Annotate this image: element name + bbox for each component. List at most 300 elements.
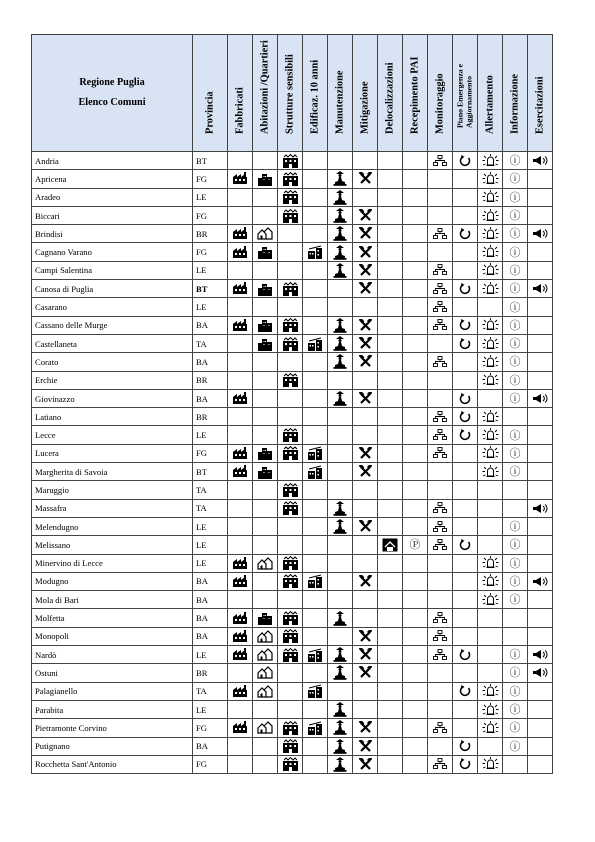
icon-cell <box>253 591 278 609</box>
comuni-table <box>31 34 553 774</box>
icon-cell <box>428 152 453 170</box>
tools-icon <box>353 337 377 350</box>
comune-name: Melissano <box>32 536 193 554</box>
factory-icon <box>228 172 252 185</box>
icon-cell <box>378 353 403 371</box>
icon-cell <box>228 554 253 572</box>
houses-icon <box>253 630 277 643</box>
icon-cell <box>253 499 278 517</box>
icon-cell <box>428 737 453 755</box>
icon-cell <box>453 755 478 773</box>
icon-cell <box>453 499 478 517</box>
icon-cell <box>303 682 328 700</box>
icon-cell <box>478 408 503 426</box>
icon-cell <box>478 389 503 407</box>
information-icon: ⓘ <box>509 520 521 534</box>
icon-cell <box>328 755 353 773</box>
information-icon: ⓘ <box>509 282 521 296</box>
provincia-code: BT <box>193 280 228 298</box>
icon-cell <box>378 627 403 645</box>
icon-cell <box>478 152 503 170</box>
alarm-bell-icon <box>478 154 502 168</box>
icon-cell <box>353 719 378 737</box>
icon-cell <box>478 280 503 298</box>
icon-cell <box>353 243 378 261</box>
icon-cell <box>428 481 453 499</box>
icon-cell <box>253 426 278 444</box>
sensitive-building-icon <box>278 483 302 497</box>
icon-cell <box>378 499 403 517</box>
icon-cell <box>378 170 403 188</box>
table-row <box>32 316 553 334</box>
icon-cell <box>278 261 303 279</box>
icon-cell <box>453 700 478 718</box>
icon-cell <box>278 334 303 352</box>
provincia-code: LE <box>193 536 228 554</box>
city-icon <box>253 611 277 625</box>
monitoring-network-icon <box>428 630 452 642</box>
icon-cell <box>278 389 303 407</box>
alarm-bell-icon <box>478 684 502 698</box>
icon-cell <box>328 737 353 755</box>
maintenance-worker-icon <box>328 245 352 260</box>
information-icon: ⓘ <box>509 648 521 662</box>
icon-cell <box>503 554 528 572</box>
emergency-plan-update-icon <box>453 283 477 295</box>
alarm-bell-icon <box>478 318 502 332</box>
icon-cell <box>428 609 453 627</box>
icon-cell <box>378 206 403 224</box>
factory-icon <box>228 246 252 259</box>
megaphone-icon <box>528 667 552 678</box>
icon-cell <box>378 188 403 206</box>
icon-cell <box>428 755 453 773</box>
icon-cell <box>453 280 478 298</box>
icon-cell <box>303 371 328 389</box>
icon-cell <box>253 371 278 389</box>
icon-cell <box>428 536 453 554</box>
maintenance-worker-icon <box>328 720 352 735</box>
information-icon: ⓘ <box>509 721 521 735</box>
icon-cell <box>403 316 428 334</box>
icon-cell <box>303 170 328 188</box>
icon-cell <box>253 389 278 407</box>
sensitive-building-icon <box>278 574 302 588</box>
icon-cell <box>353 755 378 773</box>
icon-cell <box>503 188 528 206</box>
comune-name: Erchie <box>32 371 193 389</box>
icon-cell <box>328 664 353 682</box>
table-row <box>32 334 553 352</box>
icon-cell <box>478 737 503 755</box>
icon-cell <box>353 371 378 389</box>
provincia-code: LE <box>193 298 228 316</box>
icon-cell <box>503 499 528 517</box>
icon-cell <box>278 152 303 170</box>
icon-cell <box>278 280 303 298</box>
comune-name: Mola di Bari <box>32 591 193 609</box>
icon-cell <box>403 463 428 481</box>
monitoring-network-icon <box>428 612 452 624</box>
icon-cell <box>528 646 553 664</box>
icon-cell <box>278 225 303 243</box>
icon-cell <box>378 261 403 279</box>
icon-cell <box>278 298 303 316</box>
comune-name: Massafra <box>32 499 193 517</box>
icon-cell <box>503 591 528 609</box>
icon-cell <box>278 682 303 700</box>
icon-cell <box>378 408 403 426</box>
tools-icon <box>353 355 377 368</box>
tools-icon <box>353 447 377 460</box>
provincia-code: BA <box>193 737 228 755</box>
icon-cell <box>428 408 453 426</box>
table-row <box>32 517 553 535</box>
provincia-code: LE <box>193 261 228 279</box>
icon-cell <box>528 664 553 682</box>
comune-name: Castellaneta <box>32 334 193 352</box>
col-header-fabbricati: Fabbricati <box>228 35 253 152</box>
provincia-code: BA <box>193 609 228 627</box>
monitoring-network-icon <box>428 283 452 295</box>
maintenance-worker-icon <box>328 665 352 680</box>
provincia-code: FG <box>193 444 228 462</box>
icon-cell <box>303 280 328 298</box>
icon-cell <box>453 591 478 609</box>
table-row <box>32 206 553 224</box>
col-header-piano: Piano Emergenza e Aggiornamento <box>453 35 478 152</box>
icon-cell <box>278 609 303 627</box>
icon-cell <box>228 700 253 718</box>
comune-name: Lecce <box>32 426 193 444</box>
provincia-code: FG <box>193 170 228 188</box>
table-row <box>32 444 553 462</box>
emergency-plan-update-icon <box>453 429 477 441</box>
icon-cell <box>428 682 453 700</box>
construction-icon <box>303 446 327 460</box>
megaphone-icon <box>528 155 552 166</box>
icon-cell <box>403 206 428 224</box>
icon-cell <box>303 206 328 224</box>
icon-cell <box>253 316 278 334</box>
provincia-code: FG <box>193 243 228 261</box>
icon-cell <box>453 627 478 645</box>
icon-cell <box>353 389 378 407</box>
icon-cell <box>528 755 553 773</box>
icon-cell <box>528 408 553 426</box>
icon-cell <box>278 719 303 737</box>
icon-cell <box>403 261 428 279</box>
alarm-bell-icon <box>478 263 502 277</box>
alarm-bell-icon <box>478 703 502 717</box>
icon-cell <box>228 627 253 645</box>
icon-cell <box>528 371 553 389</box>
icon-cell <box>228 353 253 371</box>
comune-name: Brindisi <box>32 225 193 243</box>
icon-cell <box>228 609 253 627</box>
emergency-plan-update-icon <box>453 758 477 770</box>
icon-cell <box>428 499 453 517</box>
icon-cell <box>353 188 378 206</box>
icon-cell <box>303 334 328 352</box>
icon-cell <box>403 371 428 389</box>
icon-cell <box>503 682 528 700</box>
icon-cell <box>228 572 253 590</box>
monitoring-network-icon <box>428 502 452 514</box>
table-row <box>32 389 553 407</box>
icon-cell <box>253 261 278 279</box>
icon-cell <box>453 609 478 627</box>
icon-cell <box>478 646 503 664</box>
icon-cell <box>528 700 553 718</box>
icon-cell <box>378 682 403 700</box>
icon-cell <box>428 280 453 298</box>
icon-cell <box>428 664 453 682</box>
icon-cell <box>253 298 278 316</box>
megaphone-icon <box>528 576 552 587</box>
provincia-code: FG <box>193 755 228 773</box>
icon-cell <box>503 426 528 444</box>
comune-name: Minervino di Lecce <box>32 554 193 572</box>
icon-cell <box>303 517 328 535</box>
table-row <box>32 554 553 572</box>
icon-cell <box>328 206 353 224</box>
icon-cell <box>478 755 503 773</box>
comune-name: Aradeo <box>32 188 193 206</box>
icon-cell <box>278 188 303 206</box>
icon-cell <box>278 170 303 188</box>
relocation-icon <box>378 538 402 552</box>
icon-cell <box>528 627 553 645</box>
icon-cell <box>378 517 403 535</box>
emergency-plan-update-icon <box>453 228 477 240</box>
icon-cell <box>253 517 278 535</box>
icon-cell <box>478 481 503 499</box>
icon-cell <box>228 499 253 517</box>
icon-cell <box>428 517 453 535</box>
icon-cell <box>528 280 553 298</box>
icon-cell <box>378 719 403 737</box>
icon-cell <box>453 517 478 535</box>
icon-cell <box>453 426 478 444</box>
sensitive-building-icon <box>278 757 302 771</box>
icon-cell <box>328 719 353 737</box>
maintenance-worker-icon <box>328 171 352 186</box>
tools-icon <box>353 666 377 679</box>
icon-cell <box>528 243 553 261</box>
alarm-bell-icon <box>478 446 502 460</box>
alarm-bell-icon <box>478 593 502 607</box>
sensitive-building-icon <box>278 446 302 460</box>
col-header-abitazioni: Abitazioni /Quartieri <box>253 35 278 152</box>
tools-icon <box>353 575 377 588</box>
megaphone-icon <box>528 503 552 514</box>
icon-cell <box>528 225 553 243</box>
tools-icon <box>353 282 377 295</box>
icon-cell <box>428 243 453 261</box>
icon-cell <box>403 280 428 298</box>
houses-icon <box>253 227 277 240</box>
icon-cell <box>228 170 253 188</box>
comune-name: Putignano <box>32 737 193 755</box>
icon-cell <box>353 170 378 188</box>
table-row <box>32 737 553 755</box>
maintenance-worker-icon <box>328 757 352 772</box>
table-row <box>32 152 553 170</box>
icon-cell <box>503 280 528 298</box>
construction-icon <box>303 337 327 351</box>
icon-cell <box>478 353 503 371</box>
table-row <box>32 591 553 609</box>
icon-cell <box>253 280 278 298</box>
sensitive-building-icon <box>278 648 302 662</box>
icon-cell <box>453 206 478 224</box>
icon-cell <box>303 389 328 407</box>
icon-cell <box>528 389 553 407</box>
table-row <box>32 700 553 718</box>
icon-cell <box>503 572 528 590</box>
maintenance-worker-icon <box>328 519 352 534</box>
monitoring-network-icon <box>428 649 452 661</box>
icon-cell <box>303 499 328 517</box>
icon-cell <box>353 554 378 572</box>
maintenance-worker-icon <box>328 391 352 406</box>
icon-cell <box>228 408 253 426</box>
icon-cell <box>503 334 528 352</box>
icon-cell <box>353 737 378 755</box>
comune-name: Andria <box>32 152 193 170</box>
tools-icon <box>353 392 377 405</box>
icon-cell <box>478 682 503 700</box>
icon-cell <box>228 591 253 609</box>
provincia-code: BA <box>193 353 228 371</box>
icon-cell <box>403 353 428 371</box>
information-icon: ⓘ <box>509 172 521 186</box>
sensitive-building-icon <box>278 282 302 296</box>
icon-cell <box>328 700 353 718</box>
icon-cell <box>303 353 328 371</box>
tools-icon <box>353 758 377 771</box>
houses-icon <box>253 685 277 698</box>
icon-cell <box>303 700 328 718</box>
icon-cell <box>328 554 353 572</box>
table-row <box>32 298 553 316</box>
alarm-bell-icon <box>478 428 502 442</box>
icon-cell <box>278 554 303 572</box>
icon-cell <box>528 426 553 444</box>
icon-cell <box>428 646 453 664</box>
city-icon <box>253 318 277 332</box>
information-icon: ⓘ <box>509 428 521 442</box>
sensitive-building-icon <box>278 629 302 643</box>
icon-cell <box>378 225 403 243</box>
icon-cell <box>403 334 428 352</box>
icon-cell <box>478 371 503 389</box>
table-row <box>32 408 553 426</box>
icon-cell <box>228 316 253 334</box>
icon-cell <box>228 334 253 352</box>
icon-cell <box>253 481 278 499</box>
maintenance-worker-icon <box>328 501 352 516</box>
table-row <box>32 170 553 188</box>
icon-cell <box>328 298 353 316</box>
icon-cell <box>478 572 503 590</box>
icon-cell <box>303 481 328 499</box>
comune-name: Margherita di Savoia <box>32 463 193 481</box>
icon-cell <box>278 737 303 755</box>
icon-cell <box>478 700 503 718</box>
provincia-code: LE <box>193 646 228 664</box>
icon-cell <box>503 463 528 481</box>
icon-cell <box>353 499 378 517</box>
icon-cell <box>403 426 428 444</box>
icon-cell <box>278 700 303 718</box>
icon-cell <box>478 536 503 554</box>
comune-name: Apricena <box>32 170 193 188</box>
icon-cell <box>328 261 353 279</box>
construction-icon <box>303 721 327 735</box>
icon-cell <box>328 389 353 407</box>
monitoring-network-icon <box>428 155 452 167</box>
icon-cell <box>378 371 403 389</box>
icon-cell <box>403 170 428 188</box>
icon-cell <box>378 316 403 334</box>
icon-cell <box>478 170 503 188</box>
icon-cell <box>253 572 278 590</box>
icon-cell <box>403 152 428 170</box>
table-row <box>32 664 553 682</box>
comune-name: Corato <box>32 353 193 371</box>
icon-cell <box>478 664 503 682</box>
icon-cell <box>478 316 503 334</box>
icon-cell <box>278 353 303 371</box>
col-header-mitigazione: Mitigazione <box>353 35 378 152</box>
icon-cell <box>478 517 503 535</box>
icon-cell <box>528 682 553 700</box>
icon-cell <box>328 334 353 352</box>
icon-cell <box>503 627 528 645</box>
icon-cell <box>353 152 378 170</box>
icon-cell <box>453 664 478 682</box>
factory-icon <box>228 648 252 661</box>
alarm-bell-icon <box>478 172 502 186</box>
icon-cell <box>453 572 478 590</box>
sensitive-building-icon <box>278 318 302 332</box>
col-header-delocalizzazioni: Delocalizzazioni <box>378 35 403 152</box>
comune-name: Biccari <box>32 206 193 224</box>
col-header-esercitazioni: Esercitazioni <box>528 35 553 152</box>
comune-name: Molfetta <box>32 609 193 627</box>
city-icon <box>253 282 277 296</box>
icon-cell <box>328 280 353 298</box>
icon-cell <box>403 389 428 407</box>
icon-cell <box>478 225 503 243</box>
icon-cell <box>403 572 428 590</box>
icon-cell <box>228 389 253 407</box>
icon-cell <box>253 170 278 188</box>
icon-cell <box>478 426 503 444</box>
icon-cell <box>328 609 353 627</box>
icon-cell <box>253 225 278 243</box>
icon-cell <box>403 664 428 682</box>
icon-cell <box>253 334 278 352</box>
emergency-plan-update-icon <box>453 411 477 423</box>
sensitive-building-icon <box>278 172 302 186</box>
alarm-bell-icon <box>478 410 502 424</box>
table-row <box>32 627 553 645</box>
icon-cell <box>278 408 303 426</box>
icon-cell <box>303 609 328 627</box>
